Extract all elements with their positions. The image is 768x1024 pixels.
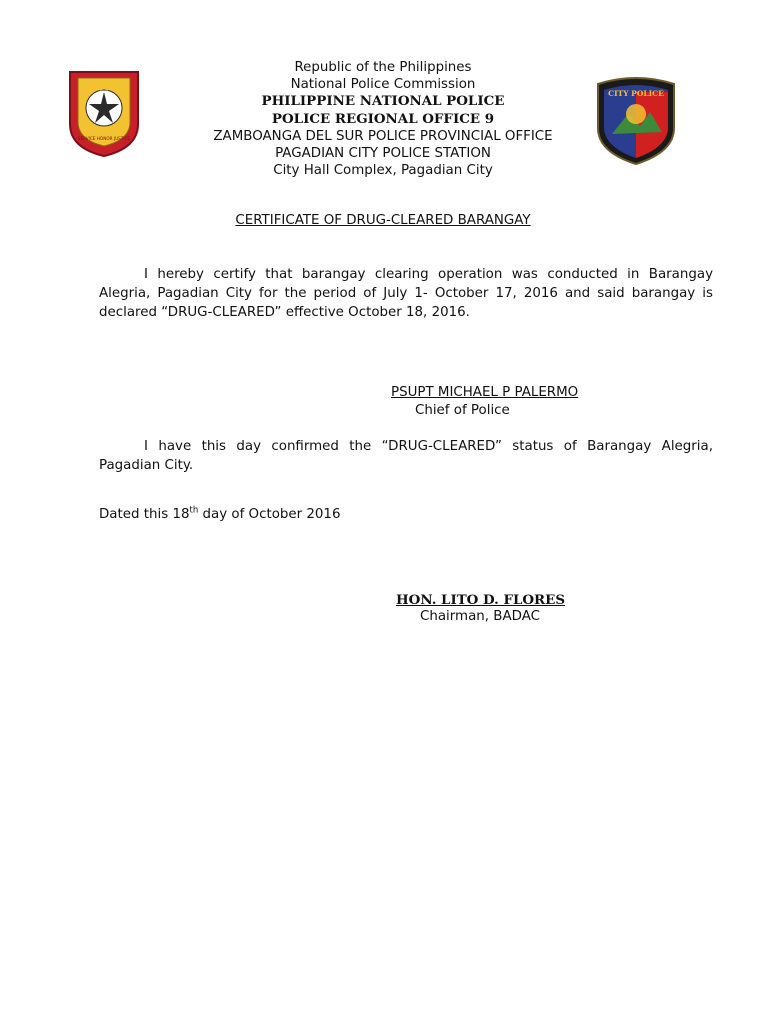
signatory2-name: HON. LITO D. FLORES: [396, 592, 566, 608]
dated-prefix: Dated this 18: [99, 507, 190, 522]
dated-line: [99, 507, 340, 522]
header-pnp: PHILIPPINE NATIONAL POLICE: [261, 93, 505, 110]
right-logo-text: CITY POLICE: [608, 89, 664, 98]
header-republic: Republic of the Philippines: [294, 60, 472, 75]
dated-rest: day of October 2016: [198, 507, 341, 522]
left-logo-motto: SERVICE HONOR JUSTICE: [77, 136, 131, 141]
confirmation-text: I have this day confirmed the “DRUG-CLEARED” status of Barangay Alegria, Pagadian City.: [99, 439, 713, 473]
pnp-seal-icon: [66, 66, 142, 158]
signatory2-position: Chairman, BADAC: [420, 609, 540, 624]
header-commission: National Police Commission: [290, 77, 476, 93]
signatory1-name: PSUPT MICHAEL P PALERMO: [391, 385, 579, 400]
header-station: PAGADIAN CITY POLICE STATION: [275, 146, 491, 162]
certificate-title: CERTIFICATE OF DRUG-CLEARED BARANGAY: [235, 213, 531, 228]
certification-paragraph: [99, 265, 713, 322]
certification-text: I hereby certify that barangay clearing operation was conducted in Barangay Alegria, Pagadian City for the period of July 1- October 17, 2016 and said barangay is declared “DRUG-CLEARED” effective October 18, 2016.: [99, 267, 713, 320]
signatory1-position: Chief of Police: [415, 403, 510, 418]
header-provincial-office: ZAMBOANGA DEL SUR POLICE PROVINCIAL OFFICE: [213, 128, 553, 144]
header-regional-office: POLICE REGIONAL OFFICE 9: [271, 110, 495, 127]
confirmation-paragraph: [99, 437, 713, 475]
header-address: City Hall Complex, Pagadian City: [273, 163, 493, 179]
dated-ordinal: th: [189, 505, 199, 516]
letterhead: [150, 59, 616, 179]
